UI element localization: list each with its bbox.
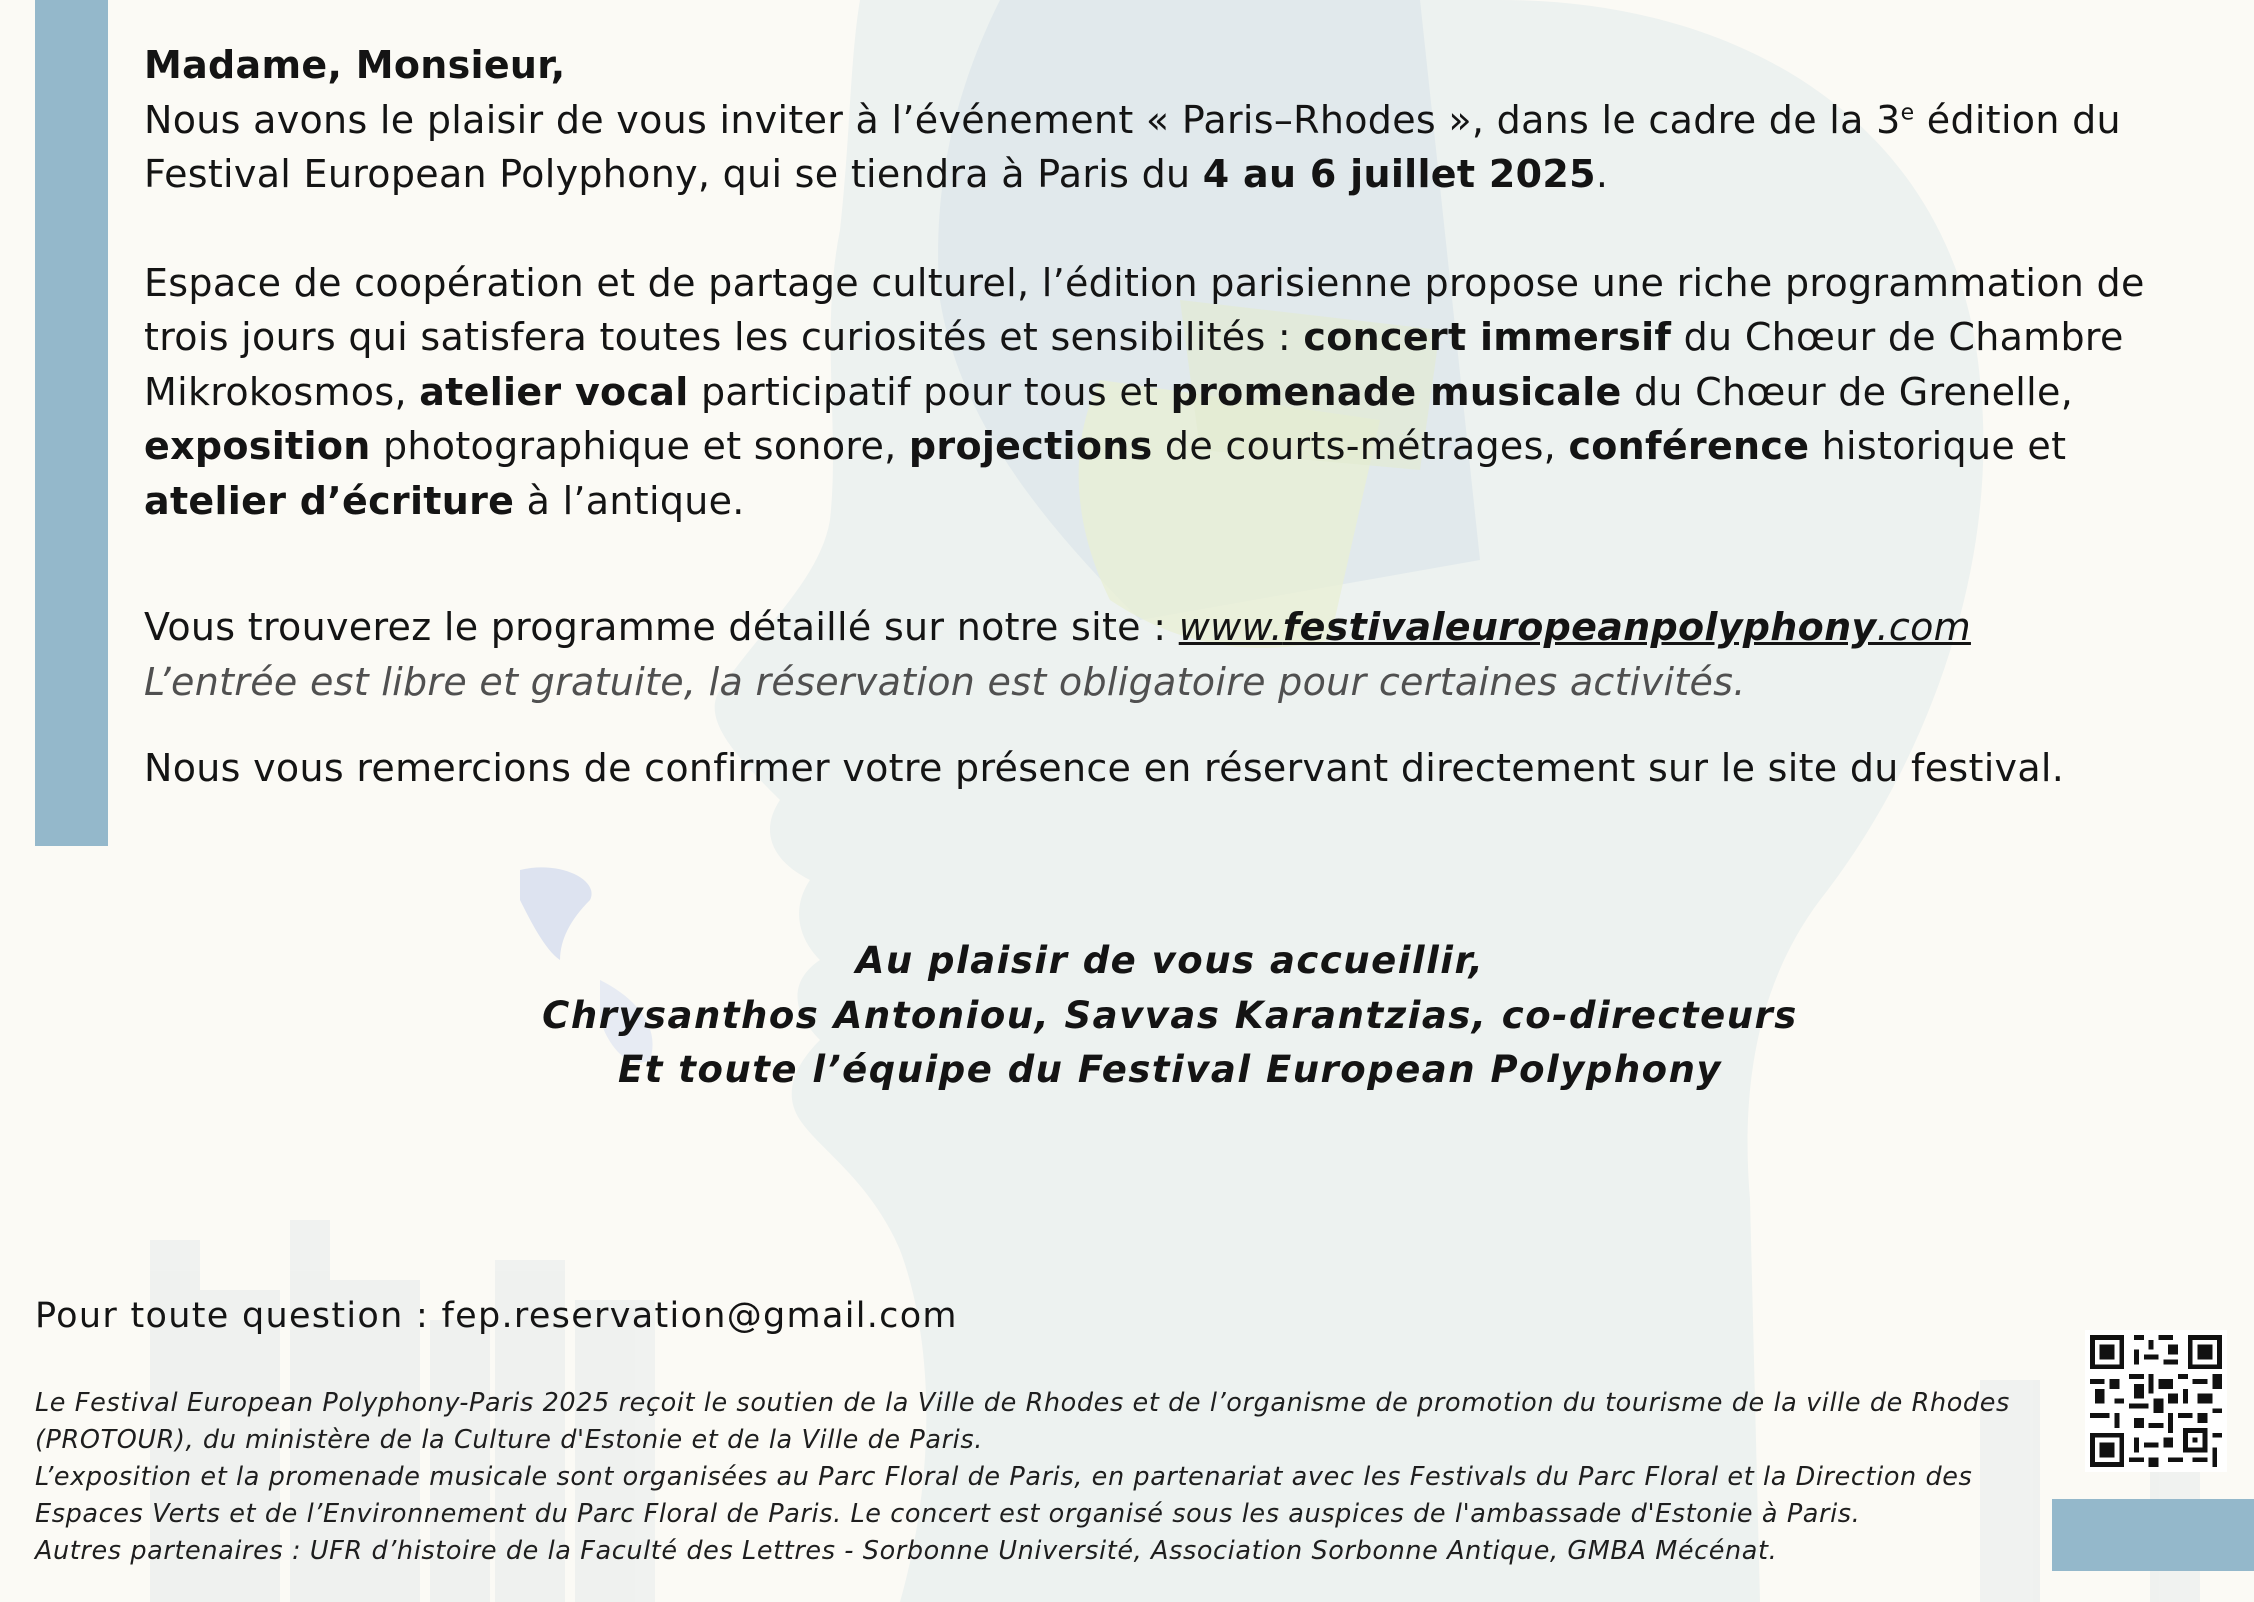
signature-line-2: Chrysanthos Antoniou, Savvas Karantzias, co-directeurs bbox=[542, 993, 1798, 1037]
footer-partners-text: Autres partenaires : UFR d’histoire de la Faculté des Lettres - Sorbonne Université, Association Sorbonne Antique, GMBA Mécénat. bbox=[35, 1536, 1778, 1566]
greeting: Madame, Monsieur, bbox=[144, 43, 566, 87]
programme-text: du Chœur de Chambre Mikrokosmos, bbox=[144, 315, 2124, 414]
highlight-promenade: promenade musicale bbox=[1170, 369, 1622, 414]
signature-line-1: Au plaisir de vous accueillir, bbox=[855, 939, 1485, 982]
confirmation-paragraph: Nous vous remercions de confirmer votre présence en réservant directement sur le site du festival. bbox=[144, 746, 2065, 790]
festival-website-link[interactable] bbox=[1179, 605, 1971, 649]
website-tld: .com bbox=[1876, 605, 1971, 649]
footer-support-text: Le Festival European Polyphony-Paris 2025 reçoit le soutien de la Ville de Rhodes et de l’organisme de promotion du tourisme de la ville de Rhodes (PROTOUR), du ministère de la Culture d'Estonie et de la Ville de Paris. bbox=[35, 1388, 2010, 1455]
highlight-concert: concert immersif bbox=[1303, 315, 1672, 359]
programme-text: participatif pour tous et bbox=[688, 369, 1171, 414]
website-name: festivaleuropeanpolyphony bbox=[1282, 605, 1877, 649]
website-www: www. bbox=[1178, 605, 1283, 649]
programme-text: de courts-métrages, bbox=[1152, 424, 1569, 468]
letter-body bbox=[144, 38, 2204, 796]
highlight-writing-workshop: atelier d’écriture bbox=[144, 478, 515, 523]
qr-code[interactable] bbox=[2085, 1330, 2227, 1472]
highlight-conference: conférence bbox=[1568, 424, 1810, 468]
website-paragraph bbox=[144, 600, 2204, 709]
programme-text: Espace de coopération et de partage culturel, l’édition parisienne propose une riche programmation de trois jours qui satisfera toutes les curiosités et sensibilités : bbox=[144, 260, 2145, 359]
highlight-vocal-workshop: atelier vocal bbox=[419, 369, 689, 414]
invite-text-cont: édition du Festival European Polyphony, qui se tiendra à Paris du bbox=[144, 97, 2121, 196]
programme-text: à l’antique. bbox=[514, 478, 745, 523]
corner-accent-bar bbox=[2052, 1499, 2254, 1571]
highlight-exhibition: exposition bbox=[144, 424, 371, 468]
invite-text: Nous avons le plaisir de vous inviter à l’événement « Paris–Rhodes », dans le cadre de la 3 bbox=[144, 97, 1901, 142]
letter-intro-paragraph bbox=[144, 38, 2204, 202]
invite-end: . bbox=[1595, 152, 1609, 196]
highlight-projections: projections bbox=[908, 424, 1153, 468]
edition-superscript: e bbox=[1900, 99, 1915, 125]
footer-partnership-text: L’exposition et la promenade musicale sont organisées au Parc Floral de Paris, en partenariat avec les Festivals du Parc Floral et la Direction des Espaces Verts et de l’Environnement du Parc Floral de Paris. Le concert est organisé sous les auspices de l'ambassade d'Estonie à Paris. bbox=[35, 1462, 1973, 1529]
signature-block bbox=[0, 934, 2254, 1098]
website-intro: Vous trouverez le programme détaillé sur notre site : bbox=[144, 605, 1179, 649]
free-entry-note: L’entrée est libre et gratuite, la réservation est obligatoire pour certaines activités. bbox=[144, 659, 1746, 704]
programme-text: du Chœur de Grenelle, bbox=[1621, 369, 2074, 414]
programme-text: historique et bbox=[1809, 424, 2067, 468]
sponsors-footer bbox=[35, 1385, 2045, 1570]
festival-dates: 4 au 6 juillet 2025 bbox=[1202, 152, 1596, 196]
left-accent-bar bbox=[35, 0, 108, 846]
contact-email-line: Pour toute question : fep.reservation@gmail.com bbox=[35, 1296, 958, 1336]
signature-line-3: Et toute l’équipe du Festival European Polyphony bbox=[617, 1048, 1723, 1091]
programme-text: photographique et sonore, bbox=[370, 424, 909, 468]
programme-paragraph bbox=[144, 256, 2204, 529]
